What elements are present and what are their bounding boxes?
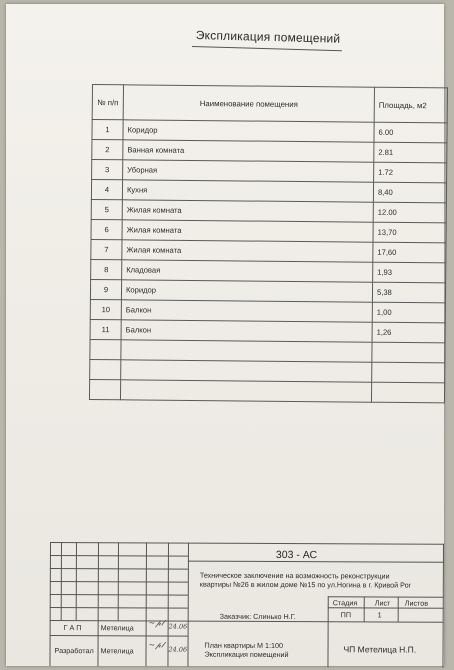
document-title: Экспликация помещений [195, 28, 341, 46]
cell-number: 2 [92, 140, 123, 160]
sheets-label: Листов [404, 598, 429, 608]
sheet-label: Лист [374, 598, 391, 608]
table-row [89, 379, 444, 402]
cell-name: Жилая комната [122, 220, 373, 242]
cell-number: 6 [91, 219, 122, 239]
gap-date: 24.06 [168, 622, 188, 631]
title-underline [192, 46, 342, 51]
cell-number: 11 [90, 319, 121, 339]
cell-name [121, 340, 372, 362]
cell-area: 1.72 [374, 162, 447, 183]
cell-name: Кладовая [122, 260, 373, 282]
cell-area: 5,38 [372, 282, 445, 303]
customer-label: Заказчик: Слинько Н.Г. [219, 611, 296, 622]
sheet-title-line1: План квартиры М 1:100 [204, 640, 284, 651]
developer-name: Метелица [100, 646, 134, 656]
cell-number [89, 379, 120, 399]
cell-area [372, 342, 445, 363]
cell-number: 4 [91, 180, 122, 200]
project-code: 303 - АС [275, 548, 318, 562]
cell-number: 9 [90, 279, 121, 299]
developer-date: 24.06 [168, 645, 188, 654]
cell-area: 6.00 [374, 122, 447, 143]
cell-number: 3 [92, 160, 123, 180]
stage-label: Стадия [332, 598, 358, 608]
header-number: № п/п [92, 85, 123, 120]
cell-area [371, 382, 444, 403]
rooms-table-header [92, 85, 447, 123]
cell-name: Кухня [122, 180, 373, 202]
rooms-table [89, 84, 448, 399]
cell-number: 7 [91, 239, 122, 259]
cell-name: Балкон [121, 300, 372, 322]
sheet-title-line2: Экспликация помещений [204, 649, 289, 660]
cell-name: Жилая комната [122, 200, 373, 222]
cell-area: 8,40 [373, 182, 446, 203]
cell-name: Балкон [121, 320, 372, 342]
stage-value: ПП [340, 610, 352, 620]
cell-area [372, 362, 445, 383]
header-area: Площадь, м2 [374, 87, 447, 123]
cell-number [90, 359, 121, 379]
cell-area: 17,60 [373, 242, 446, 263]
rooms-table-body [89, 120, 447, 403]
cell-name: Коридор [123, 120, 374, 142]
cell-name: Жилая комната [122, 240, 373, 262]
cell-number: 1 [92, 120, 123, 140]
cell-name: Уборная [123, 160, 374, 182]
title-block [49, 542, 444, 668]
cell-number: 5 [91, 199, 122, 219]
gap-signature: ~𝓅𝓁 [148, 618, 164, 628]
gap-name: Метелица [100, 623, 134, 633]
header-name: Наименование помещения [123, 85, 374, 122]
cell-area: 12.00 [373, 202, 446, 223]
developer-signature: ~𝓅𝓁 [148, 640, 164, 650]
cell-name [120, 380, 371, 402]
project-description-line2: квартиры №26 в жилом доме №15 по ул.Ногина в г. Кривой Рог [199, 579, 412, 590]
gap-role: Г А П [63, 623, 82, 633]
cell-number [90, 339, 121, 359]
cell-area: 13,70 [373, 222, 446, 243]
cell-name [121, 360, 372, 382]
cell-name: Ванная комната [123, 140, 374, 162]
project-description-line1: Техническое заключение на возможность реконструкции [199, 570, 390, 581]
cell-number: 10 [90, 299, 121, 319]
cell-area: 1,93 [373, 262, 446, 283]
developer-role: Разработал [54, 646, 94, 656]
cell-area: 1,26 [372, 322, 445, 343]
sheet-value: 1 [377, 610, 382, 620]
organization-name: ЧП Метелица Н.П. [343, 644, 417, 655]
cell-name: Коридор [121, 280, 372, 302]
cell-area: 1,00 [372, 302, 445, 323]
cell-area: 2.81 [374, 142, 447, 163]
cell-number: 8 [91, 259, 122, 279]
document-sheet [6, 4, 444, 666]
